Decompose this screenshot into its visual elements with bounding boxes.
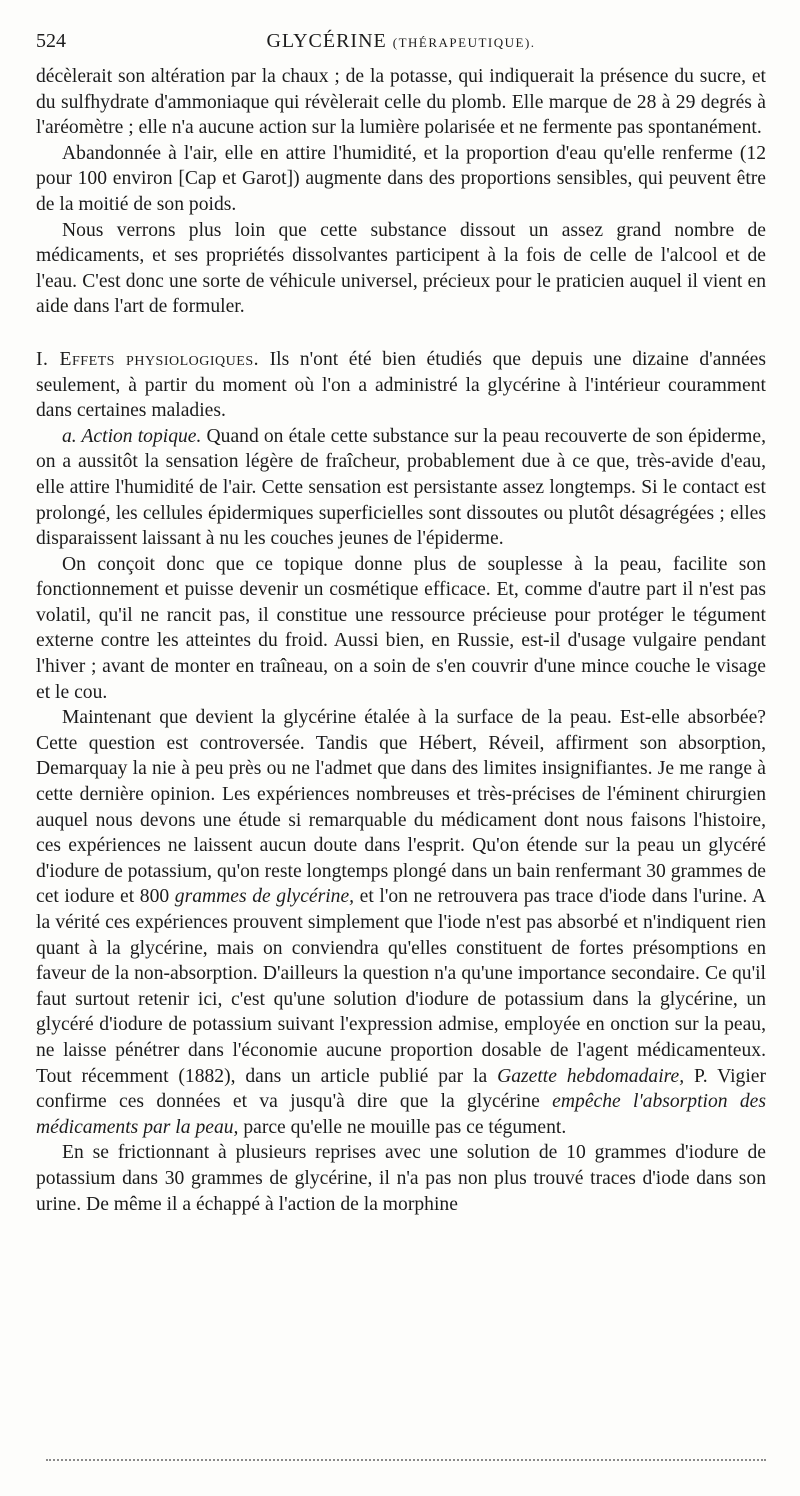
paragraph-7-italic-3: empêche l'absorption des médicaments par la peau, xyxy=(36,1091,766,1138)
paragraph-7 xyxy=(36,705,766,1140)
paragraph-7-part-d: parce qu'elle ne mouille pas ce tégument. xyxy=(243,1116,567,1138)
paragraph-2: Abandonnée à l'air, elle en attire l'humidité, et la proportion d'eau qu'elle renferme (12 pour 100 environ [Cap et Garot]) augmente dans des proportions sensibles, qui peuvent être de la moitié de son poids. xyxy=(36,142,766,215)
section-gap xyxy=(36,320,766,347)
paragraph-7-part-c: P. Vigier confirme ces données et va jusqu'à dire que la glycérine xyxy=(36,1065,766,1113)
paragraph-3: Nous verrons plus loin que cette substance dissout un assez grand nombre de médicaments, et ses propriétés dissolvantes participent à la fois de celle de l'alcool et de l'eau. C'est donc une sorte de véhicule universel, précieux pour le praticien auquel il vient en aide dans l'art de formuler. xyxy=(36,219,766,318)
paragraph-6: On conçoit donc que ce topique donne plus de souplesse à la peau, facilite son fonctionnement et puisse devenir un cosmétique efficace. Et, comme d'autre part il n'est pas volatil, qu'il ne rancit pas, il constitue une ressource précieuse pour protéger le tégument externe contre les atteintes du froid. Aussi bien, en Russie, est-il d'usage vulgaire pendant l'hiver ; avant de monter en traîneau, on a soin de s'en couvrir d'une mince couche le visage et le cou. xyxy=(36,553,766,703)
paragraph-7-italic-1: grammes de glycérine, xyxy=(174,886,355,908)
section-heading-effets-physiologiques: I. Effets physiologiques. xyxy=(36,348,260,370)
paragraph-4-text: Ils n'ont été bien étudiés que depuis une dizaine d'années seulement, à partir du moment où l'on a administré la glycérine à l'intérieur couramment dans certaines maladies. xyxy=(36,348,767,422)
subsection-heading-action-topique: a. Action topique. xyxy=(62,425,202,447)
paragraph-7-part-a: Maintenant que devient la glycérine étalée à la surface de la peau. Est-elle absorbée? Cette question est controversée. Tandis que Hébert, Réveil, affirment son absorption, Demarquay la nie à peu près ou ne l'admet que dans des limites insignifiantes. Je me range à cette dernière opinion. Les expériences nombreuses et très-précises de l'éminent chirurgien auquel nous devons une étude si remarquable du médicament dont nous faisons l'histoire, ces expériences ne laissent aucun doute dans l'esprit. Qu'on étende sur la peau un glycéré d'iodure de potassium, qu'on reste longtemps plongé dans un bain renfermant 30 grammes de cet iodure et 800 xyxy=(36,707,766,908)
paragraph-1: décèlerait son altération par la chaux ; de la potasse, qui indiquerait la présence du sucre, et du sulfhydrate d'ammoniaque qui révèlerait celle du plomb. Elle marque de 28 à 29 degrés à l'aréomètre ; elle n'a aucune action sur la lumière polarisée et ne fermente pas spontanément. xyxy=(36,66,766,139)
paragraph-effets-physiologiques xyxy=(36,347,766,424)
paragraph-8: En se frictionnant à plusieurs reprises avec une solution de 10 grammes d'iodure de potassium dans 30 grammes de glycérine, il n'a pas non plus trouvé traces d'iode dans son urine. De même il a échappé à l'action de la morphine xyxy=(36,1142,766,1215)
body-text xyxy=(36,64,766,1217)
running-title-main: GLYCÉRINE xyxy=(266,30,387,52)
paragraph-5-text: Quand on étale cette substance sur la peau recouverte de son épiderme, on a aussitôt la sensation légère de fraîcheur, probablement due à ce que, très-avide d'eau, elle attire l'humidité de l'air. Cette sensation est persistante assez longtemps. Si le contact est prolongé, les cellules épidermiques superficielles sont dissoutes ou plutôt désagrégées ; elles disparaissent laissant à nu les couches jeunes de l'épiderme. xyxy=(36,425,766,550)
paragraph-7-part-b: et l'on ne retrouvera pas trace d'iode dans l'urine. A la vérité ces expériences prouvent simplement que l'iode n'est pas absorbé et n'indiquent rien quant à la glycérine, mais on conviendra qu'elles constituent de fortes présomptions en faveur de la non-absorption. D'ailleurs la question n'a qu'une importance secondaire. Ce qu'il faut surtout retenir ici, c'est qu'une solution d'iodure de potassium dans la glycérine, un glycéré d'iodure de potassium suivant l'expression admise, employée en onction sur la peau, ne laisse pénétrer dans l'économie aucune proportion dosable de l'agent médicamenteux. Tout récemment (1882), dans un article publié par la xyxy=(36,886,766,1087)
page-number: 524 xyxy=(36,30,66,52)
running-header xyxy=(36,30,766,60)
paragraph-7-italic-2: Gazette hebdomadaire, xyxy=(497,1065,685,1087)
running-title-sub: (THÉRAPEUTIQUE). xyxy=(392,35,536,50)
running-title xyxy=(36,30,766,53)
footer-dotted-rule xyxy=(46,1459,766,1461)
paragraph-action-topique xyxy=(36,424,766,552)
